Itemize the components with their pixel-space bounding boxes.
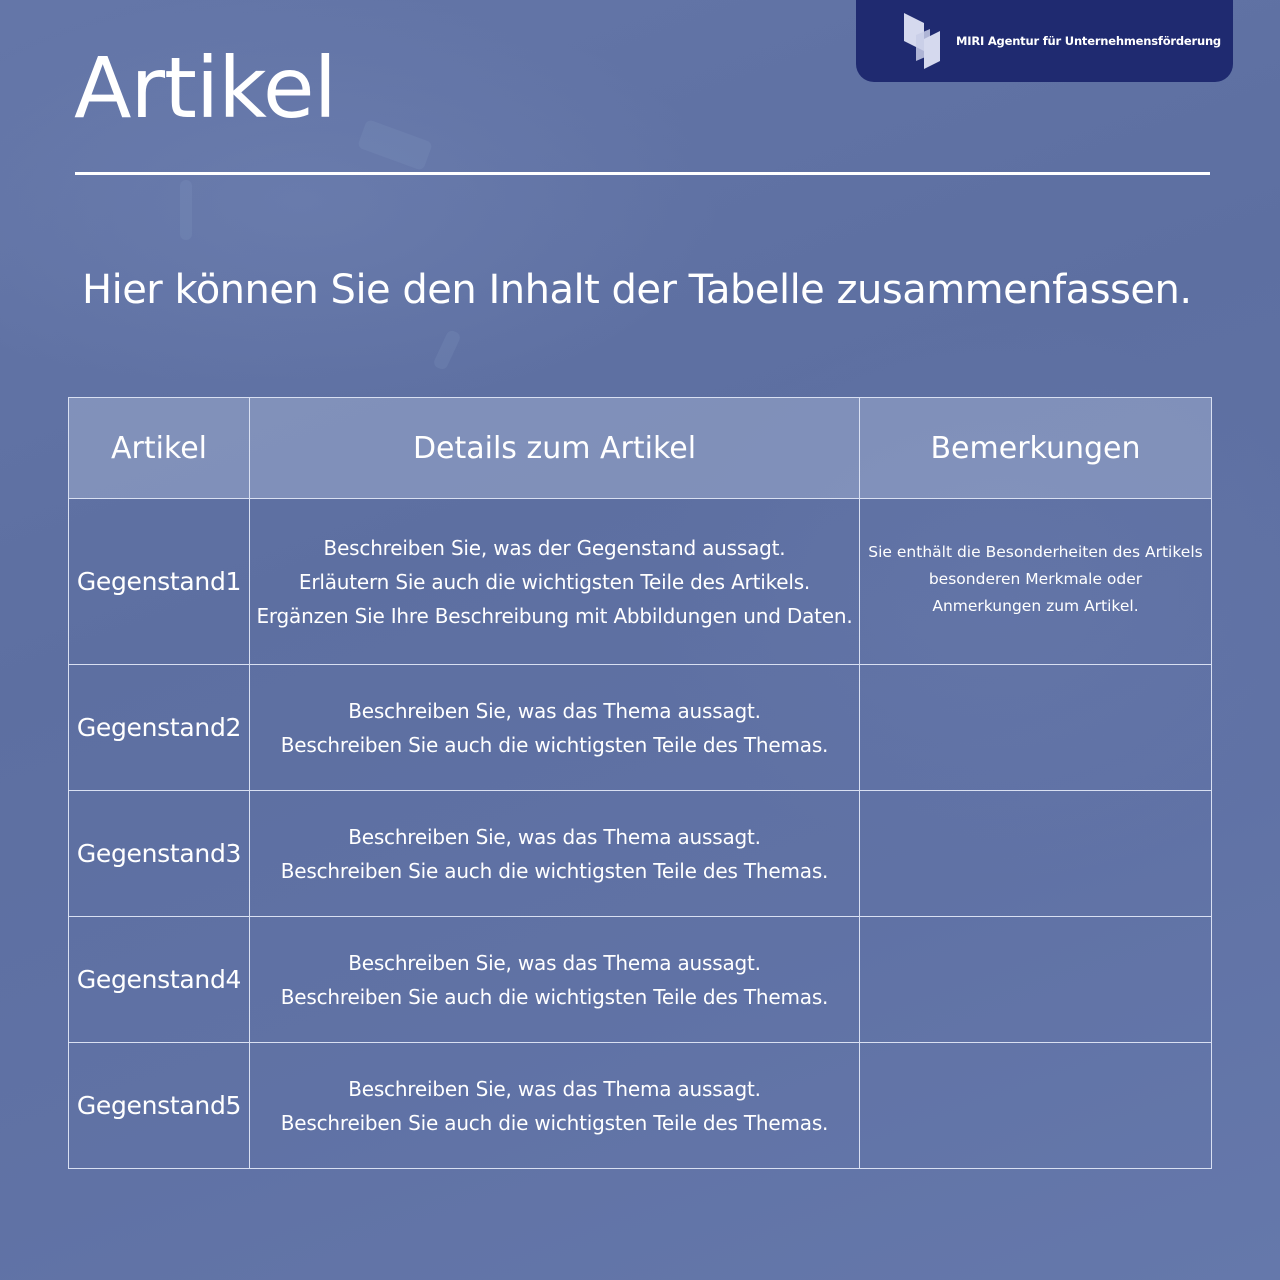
details-line: Beschreiben Sie, was das Thema aussagt.: [348, 698, 761, 723]
article-notes-cell: [860, 499, 1212, 665]
table-row: [69, 917, 1212, 1043]
article-name-cell: Gegenstand5: [69, 1043, 250, 1169]
article-notes-cell: [860, 1043, 1212, 1169]
notes-line: Sie enthält die Besonderheiten des Artikels: [868, 543, 1203, 561]
details-line: Beschreiben Sie, was das Thema aussagt.: [348, 1076, 761, 1101]
column-header-notes: Bemerkungen: [860, 398, 1212, 499]
article-details-cell: [250, 1043, 860, 1169]
details-line: Beschreiben Sie, was der Gegenstand aussagt.: [323, 535, 786, 560]
notes-line: Anmerkungen zum Artikel.: [932, 597, 1139, 615]
brand-name: MIRI Agentur für Unternehmensförderung: [956, 34, 1221, 48]
brand-badge: [856, 0, 1233, 82]
column-header-details: Details zum Artikel: [250, 398, 860, 499]
article-name-cell: Gegenstand3: [69, 791, 250, 917]
page-title: Artikel: [74, 39, 336, 137]
background-decoration: [432, 329, 462, 371]
title-divider: [75, 172, 1210, 175]
details-line: Erläutern Sie auch die wichtigsten Teile des Artikels.: [298, 569, 811, 594]
details-line: Beschreiben Sie auch die wichtigsten Teile des Themas.: [280, 1110, 829, 1135]
details-line: Beschreiben Sie, was das Thema aussagt.: [348, 950, 761, 975]
article-notes-cell: [860, 917, 1212, 1043]
details-line: Beschreiben Sie auch die wichtigsten Teile des Themas.: [280, 984, 829, 1009]
table-row: [69, 791, 1212, 917]
background-decoration: [180, 180, 192, 240]
article-name-cell: Gegenstand2: [69, 665, 250, 791]
article-table: [68, 397, 1212, 1169]
details-line: Beschreiben Sie, was das Thema aussagt.: [348, 824, 761, 849]
notes-line: besonderen Merkmale oder: [928, 570, 1143, 588]
table-row: [69, 499, 1212, 665]
article-details-cell: [250, 665, 860, 791]
page-subtitle: Hier können Sie den Inhalt der Tabelle zusammenfassen.: [82, 267, 1192, 313]
article-name-cell: Gegenstand1: [69, 499, 250, 665]
table-row: [69, 665, 1212, 791]
table-row: [69, 1043, 1212, 1169]
details-line: Beschreiben Sie auch die wichtigsten Teile des Themas.: [280, 732, 829, 757]
article-notes-cell: [860, 665, 1212, 791]
article-name-cell: Gegenstand4: [69, 917, 250, 1043]
article-notes-cell: [860, 791, 1212, 917]
article-details-cell: [250, 917, 860, 1043]
details-line: Ergänzen Sie Ihre Beschreibung mit Abbildungen und Daten.: [256, 603, 853, 628]
details-line: Beschreiben Sie auch die wichtigsten Teile des Themas.: [280, 858, 829, 883]
article-details-cell: [250, 499, 860, 665]
background-decoration: [357, 119, 433, 171]
cube-logo-icon: [902, 11, 942, 71]
column-header-article: Artikel: [69, 398, 250, 499]
article-details-cell: [250, 791, 860, 917]
table-header-row: [69, 398, 1212, 499]
